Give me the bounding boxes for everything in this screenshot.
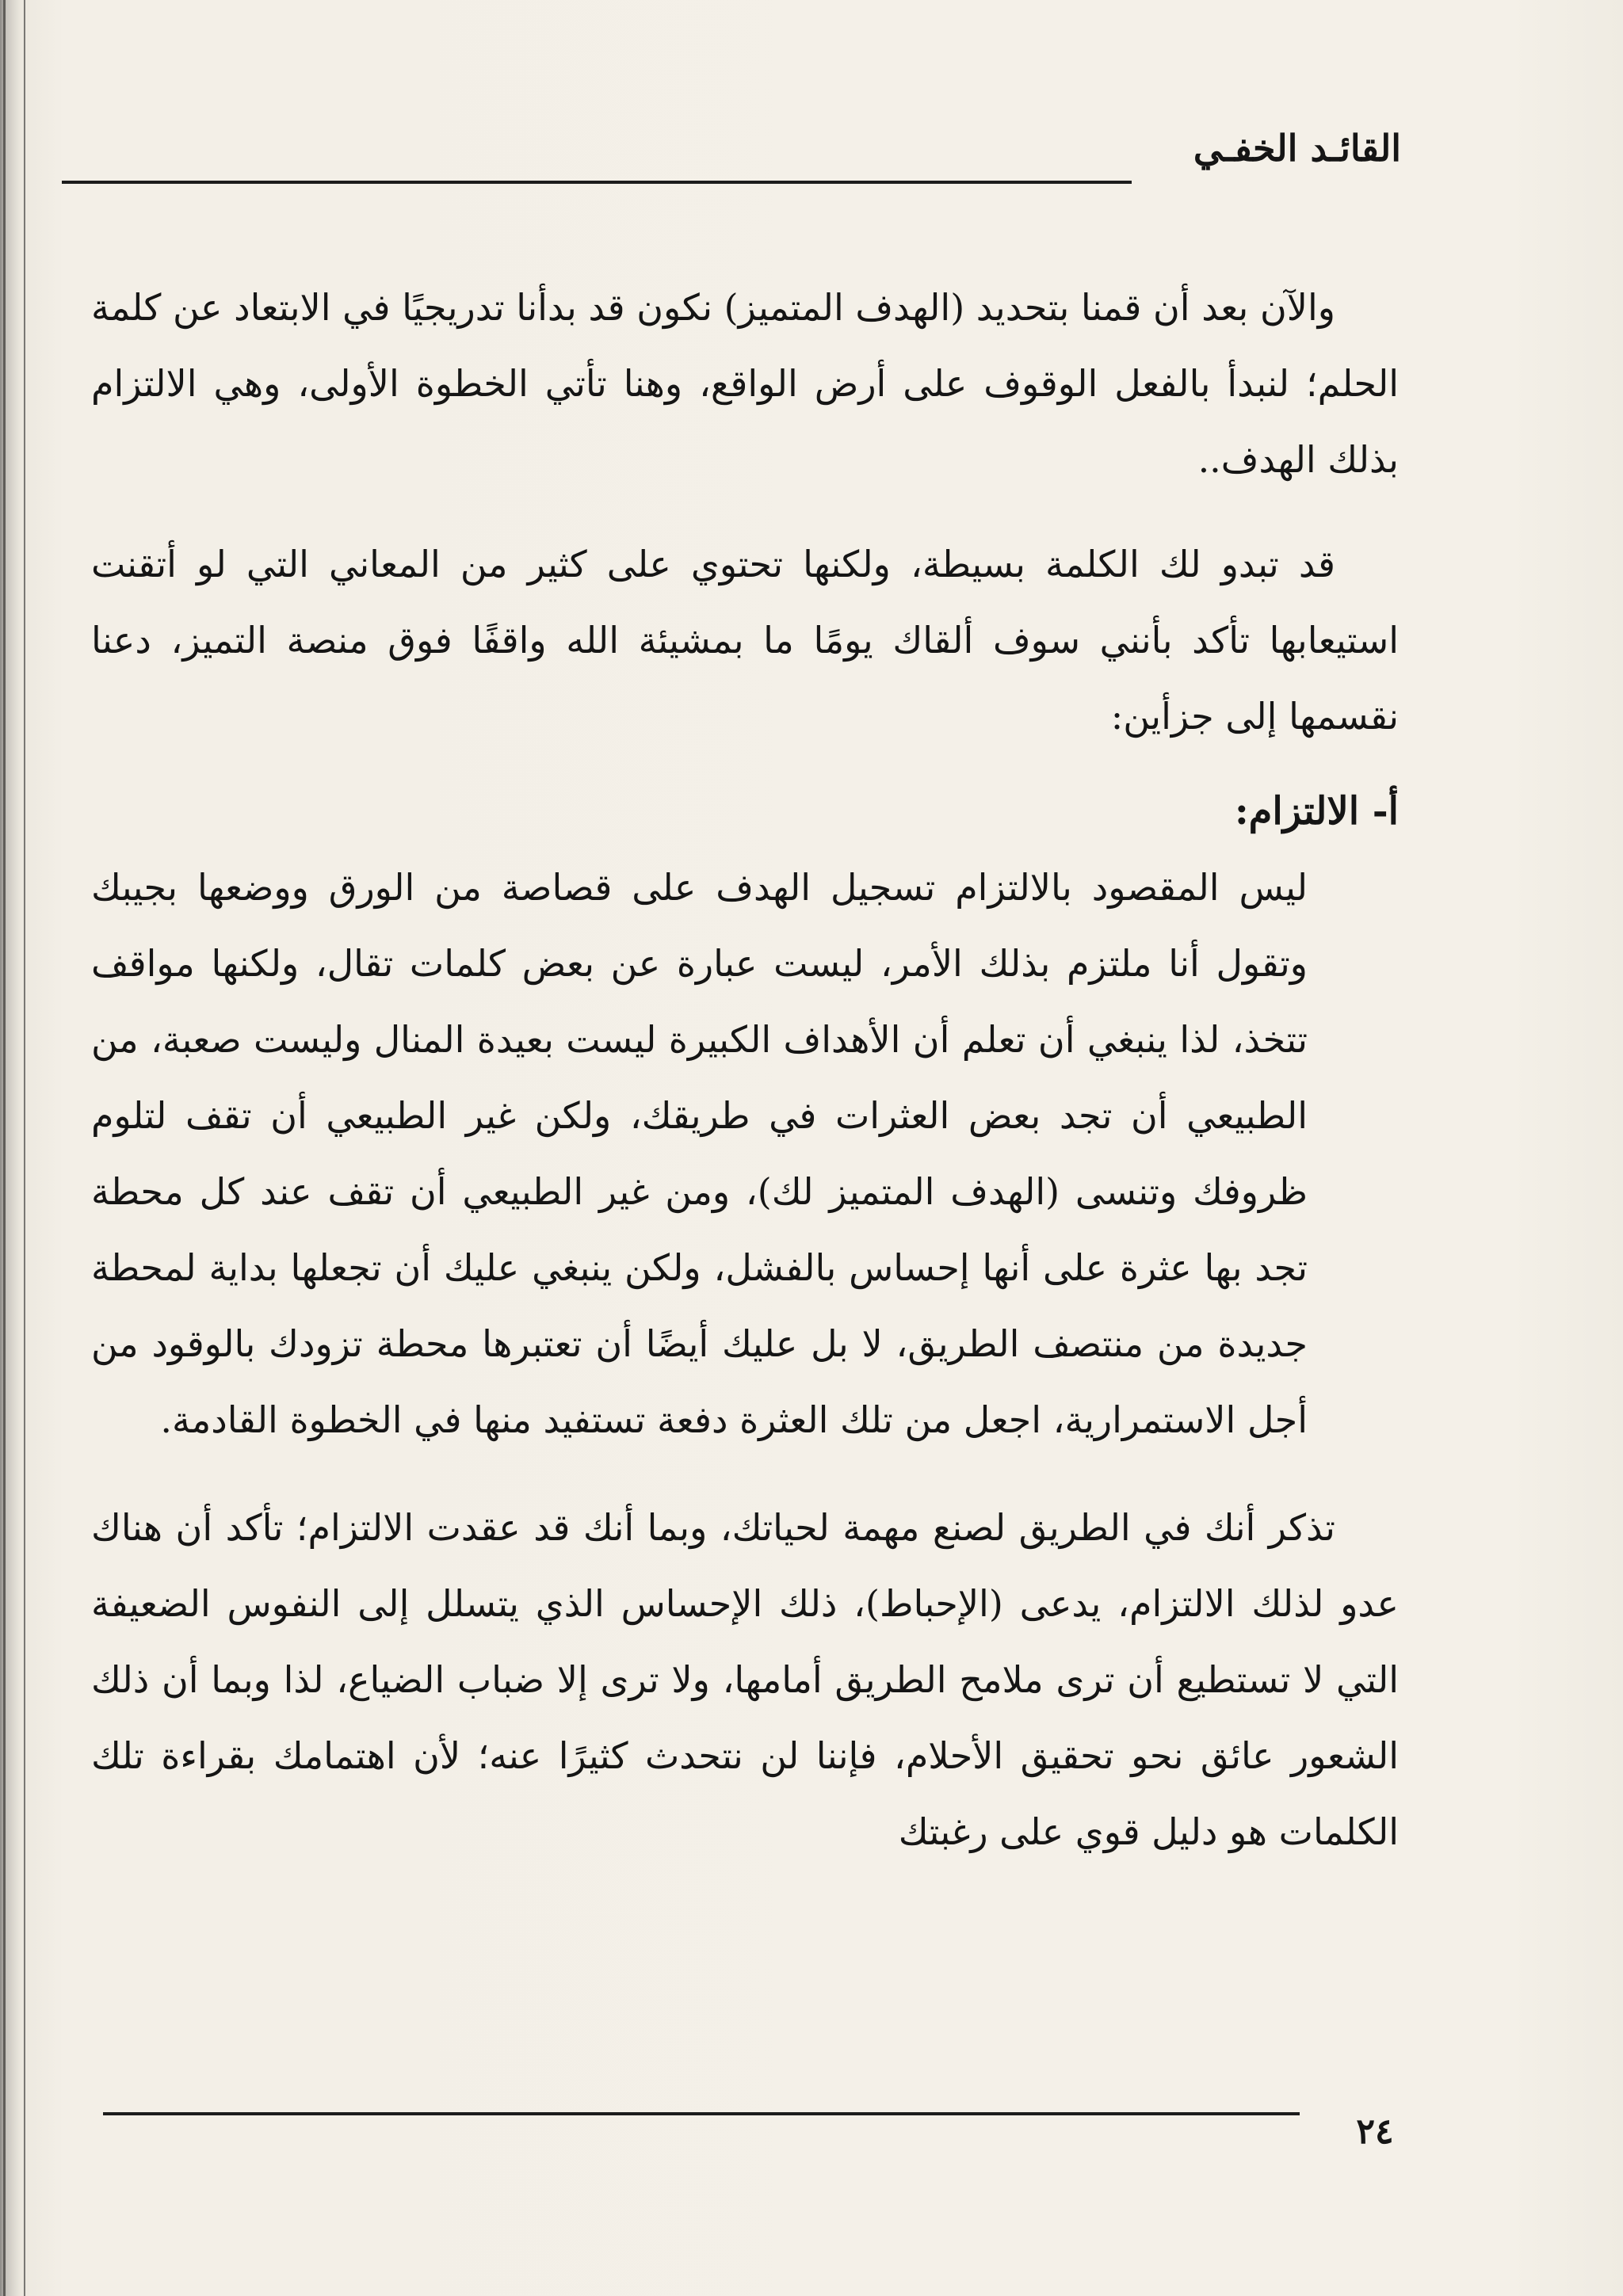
- paragraph-explanation: قد تبدو لك الكلمة بسيطة، ولكنها تحتوي على كثير من المعاني التي لو أتقنت استيعابها تأكد بأنني سوف ألقاك يومًا ما بمشيئة الله واقفًا فوق منصة التميز، دعنا نقسمها إلى جزأين:: [91, 543, 1399, 738]
- paragraph-intro: والآن بعد أن قمنا بتحديد (الهدف المتميز) نكون قد بدأنا تدريجيًا في الابتعاد عن كلمة الحلم؛ لنبدأ بالفعل الوقوف على أرض الواقع، وهنا تأتي الخطوة الأولى، وهي الالتزام بذلك الهدف..: [91, 286, 1399, 481]
- section-heading: أ- الالتزام:: [1234, 789, 1399, 833]
- paragraph-frustration: تذكر أنك في الطريق لصنع مهمة لحياتك، وبما أنك قد عقدت الالتزام؛ تأكد أن هناك عدو لذلك الالتزام، يدعى (الإحباط)، ذلك الإحساس الذي يتسلل إلى النفوس الضعيفة التي لا تستطيع أن ترى ملامح الطريق أمامها، ولا ترى إلا ضباب الضياع، لذا وبما أن ذلك الشعور عائق نحو تحقيق الأحلام، فإننا لن نتحدث كثيرًا عنه؛ لأن اهتمامك بقراءة تلك الكلمات هو دليل قوي على رغبتك: [91, 1506, 1399, 1853]
- header-title: القائـد الخفـي: [1193, 127, 1401, 170]
- running-header: [62, 119, 1401, 182]
- page-number: ٢٤: [1356, 2111, 1394, 2152]
- footer-rule: [103, 2112, 1300, 2115]
- paragraph-commitment: ليس المقصود بالالتزام تسجيل الهدف على قصاصة من الورق ووضعها بجيبك وتقول أنا ملتزم بذلك الأمر، ليست عبارة عن بعض كلمات تقال، ولكنها مواقف تتخذ، لذا ينبغي أن تعلم أن الأهداف الكبيرة ليست بعيدة المنال وليست صعبة، من الطبيعي أن تجد بعض العثرات في طريقك، ولكن غير الطبيعي أن تقف لتلوم ظروفك وتنسى (الهدف المتميز لك)، ومن غير الطبيعي أن تقف عند كل محطة تجد بها عثرة على أنها إحساس بالفشل، ولكن ينبغي عليك أن تجعلها بداية لمحطة جديدة من منتصف الطريق، لا بل عليك أيضًا أن تعتبرها محطة تزودك بالوقود من أجل الاستمرارية، اجعل من تلك العثرة دفعة تستفيد منها في الخطوة القادمة.: [91, 866, 1308, 1441]
- binding-edge-inner: [24, 0, 25, 2296]
- binding-edge: [3, 0, 6, 2296]
- page-body: [91, 269, 1399, 1870]
- header-rule: [62, 181, 1132, 184]
